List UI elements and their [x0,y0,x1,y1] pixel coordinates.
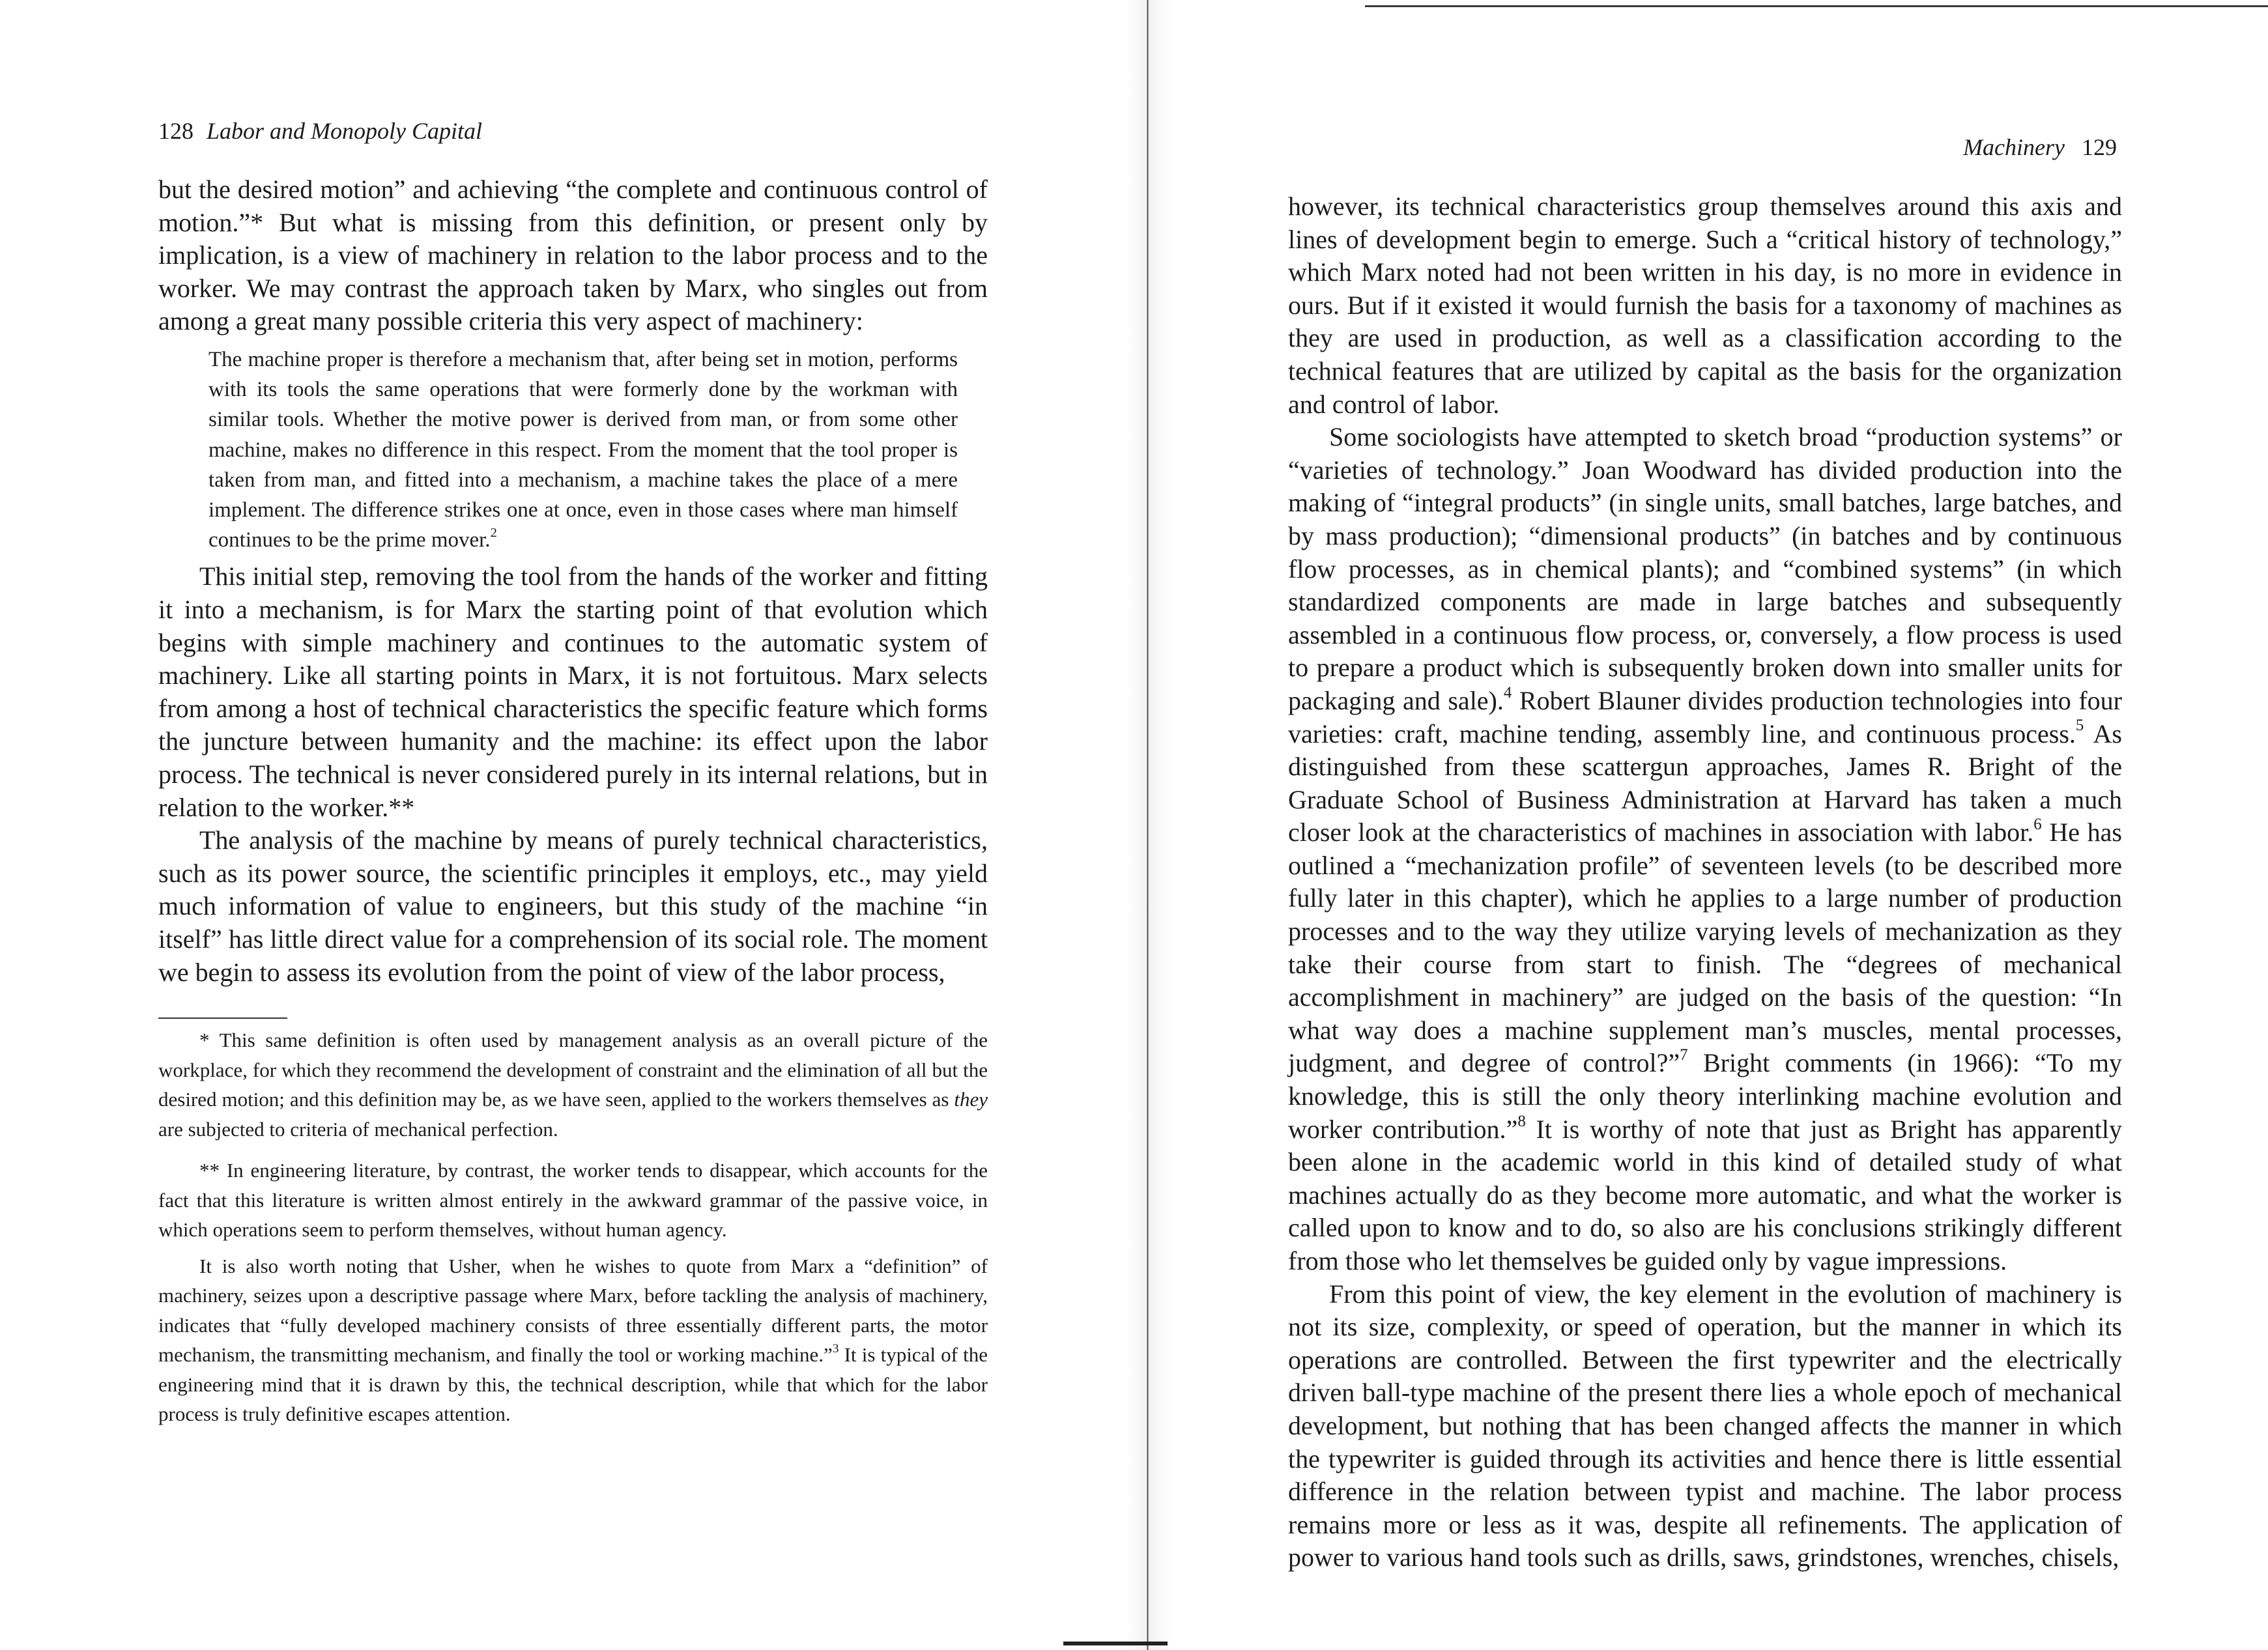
paragraph-text: As distinguished from these scattergun approaches, James R. Bright of the Graduate School of Business Administration at Harvard has taken a much closer look at the characteristics of machines in association with labor. [1288,718,2122,847]
running-title: Machinery [1963,134,2065,160]
right-page [1134,0,2268,1650]
right-page-text [1288,190,2122,1574]
paragraph-text: Robert Blauner divides production technologies into four varieties: craft, machine tending, assembly line, and continuous process. [1288,685,2123,748]
footnote [158,1251,988,1429]
note-ref: 7 [1680,1046,1688,1064]
page-number: 129 [2082,134,2117,160]
paragraph: From this point of view, the key element in the evolution of machinery is not its size, complexity, or speed of operation, but the manner in which its operations are controlled. Between the first typewriter and the electrically driven ball-type machine of the present there lies a whole epoch of mechanical development, but nothing that has been changed affects the manner in which the typewriter is guided through its activities and hence there is little essential difference in the relation between typist and machine. The labor process remains more or less as it was, despite all refinements. The application of power to various hand tools such as drills, saws, grindstones, wrenches, chisels, [1288,1279,2122,1572]
paragraph: however, its technical characteristics group themselves around this axis and lines of development begin to emerge. Such a “critical history of technology,” which Marx noted had not been written in his day, is no more in evidence in ours. But if it existed it would furnish the basis for a taxonomy of machines as they are used in production, as well as a classification according to the technical features that are utilized by capital as the basis for the organization and control of labor. [1288,192,2122,419]
note-ref: 8 [1517,1112,1526,1130]
footnote-text: are subjected to criteria of mechanical perfection. [158,1117,558,1141]
footnote-emphasis: they [954,1088,988,1111]
footnote-text: * This same definition is often used by management analysis as an overall picture of the workplace, for which they recommend the development of constraint and the elimination of all but the desired motion; and this definition may be, as we have seen, applied to the workers themselves as [158,1029,988,1111]
note-ref: 5 [2075,717,2084,735]
left-page-header [158,117,482,145]
block-quote [208,345,958,555]
block-quote-text: The machine proper is therefore a mechanism that, after being set in motion, performs with its tools the same operations that were formerly done by the workman with similar tools. Whether the motive power is derived from man, or from some other machine, makes no difference in this respect. From the moment that the tool proper is taken from man, and fitted into a mechanism, a machine takes the place of a mere implement. The difference strikes one at once, even in those cases where man himself continues to be the prime mover. [208,347,958,552]
paragraph-text: He has outlined a “mechanization profile” of seventeen levels (to be described more fully later in this chapter), which he applies to a large number of production processes and to the way they utilize varying levels of mechanization as they take their course from start to finish. The “degrees of mechanical accomplishment in machinery” are judged on the basis of the question: “In what way does a machine supplement man’s muscles, mental processes, judgment, and degree of control?” [1288,818,2122,1078]
paragraph: The analysis of the machine by means of purely technical characteristics, such as its power source, the scientific principles it employs, etc., may yield much information of value to engineers, but this study of the machine “in itself” has little direct value for a comprehension of its social role. The moment we begin to assess its evolution from the point of view of the labor process, [158,825,988,987]
note-ref: 4 [1503,683,1512,702]
note-ref: 3 [832,1341,839,1356]
running-title: Labor and Monopoly Capital [207,118,483,144]
paragraph-text: It is worthy of note that just as Bright has apparently been alone in the academic world in this kind of detailed study of what machines actually do as they become more automatic, and what the worker is called upon to know and to do, so also are his conclusions strikingly different from those who let themselves be guided only by vague impressions. [1288,1114,2122,1275]
footnote-text: It is also worth noting that Usher, when he wishes to quote from Marx a “definition” of machinery, seizes upon a descriptive passage where Marx, before tackling the analysis of machinery, indicates that “fully developed machinery consists of three essentially different parts, the motor mechanism, the transmitting mechanism, and finally the tool or working machine.” [158,1254,988,1367]
paragraph: This initial step, removing the tool from the hands of the worker and fitting it into a mechanism, is for Marx the starting point of that evolution which begins with simple machinery and continues to the automatic system of machinery. Like all starting points in Marx, it is not fortuitous. Marx selects from among a host of technical characteristics the specific feature which forms the juncture between humanity and the machine: its effect upon the labor process. The technical is never considered purely in its internal relations, but in relation to the worker.** [158,562,988,822]
footnote: ** In engineering literature, by contrast, the worker tends to disappear, which accounts for the fact that this literature is written almost entirely in the awkward grammar of the passive voice, in which operations seem to perform themselves, without human agency. [158,1159,988,1242]
paragraph [1288,421,2122,1277]
right-page-header [1963,134,2117,161]
paragraph: but the desired motion” and achieving “the complete and continuous control of motion.”* But what is missing from this definition, or present only by implication, is a view of machinery in relation to the labor process and to the worker. We may contrast the approach taken by Marx, who singles out from among a great many possible criteria this very aspect of machinery: [158,175,988,336]
footnote-text: It is typical of the engineering mind that it is drawn by this, the technical description, while that which for the labor process is truly definitive escapes attention. [158,1343,988,1426]
note-ref: 6 [2033,816,2042,834]
footnote-rule [158,1017,287,1019]
left-page-text [158,173,988,1429]
footnote [158,1025,988,1144]
note-ref: 2 [490,526,497,541]
paragraph-text: Some sociologists have attempted to sketch broad “production systems” or “varieties of technology.” Joan Woodward has divided production into the making of “integral products” (in single units, small batches, large batches, and by mass production); “dimensional products” (in batches and by continuous flow processes, as in chemical plants); and “combined systems” (in which standardized components are made in large batches and subsequently assembled in a continuous flow process, or, conversely, a flow process is used to prepare a product which is subsequently broken down into smaller units for packaging and sale). [1288,422,2122,715]
paragraph-text: Bright comments (in 1966): “To my knowledge, this is still the only theory interlinking machine evolution and worker contribution.” [1288,1048,2123,1144]
page-number: 128 [158,118,194,144]
